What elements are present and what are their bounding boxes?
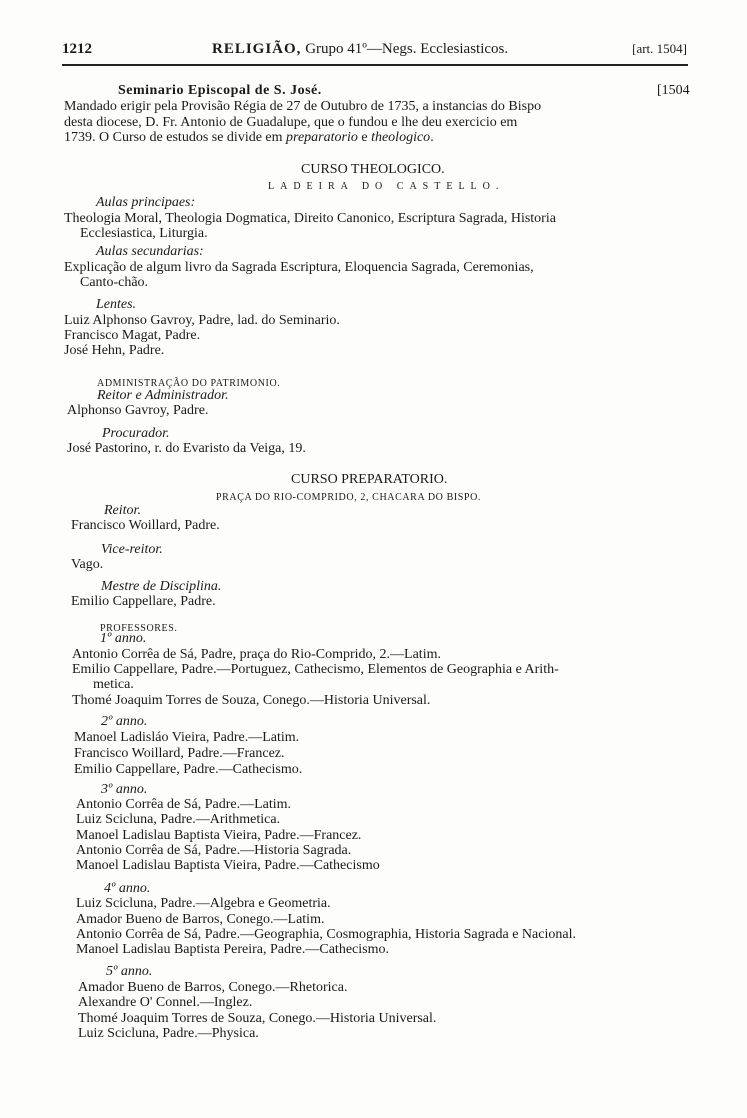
prep-rector-label: Reitor. xyxy=(104,503,141,518)
year-entry: Emilio Cappellare, Padre.—Portuguez, Cathecismo, Elementos de Geographia e Arith- xyxy=(72,662,559,677)
theo-heading: CURSO THEOLOGICO. xyxy=(301,162,445,177)
rector-admin-label: Reitor e Administrador. xyxy=(97,388,229,403)
year-label: 3º anno. xyxy=(101,782,148,797)
year-entry: Francisco Woillard, Padre.—Francez. xyxy=(74,746,285,761)
year-entry: Antonio Corrêa de Sá, Padre.—Latim. xyxy=(76,797,292,812)
seminary-para-line-3: 1739. O Curso de estudos se divide em preparatorio e theologico. xyxy=(64,130,434,145)
theo-principal-line-1: Theologia Moral, Theologia Dogmatica, Direito Canonico, Escriptura Sagrada, Historia xyxy=(64,211,556,226)
year-entry: metica. xyxy=(93,677,134,692)
procurador-label: Procurador. xyxy=(102,426,170,441)
running-header xyxy=(62,42,687,62)
seminary-para-line-1: Mandado erigir pela Provisão Régia de 27 de Outubro de 1735, a instancias do Bispo xyxy=(64,99,542,114)
year-entry: Luiz Scicluna, Padre.—Algebra e Geometria. xyxy=(76,896,331,911)
lente-entry: Luiz Alphonso Gavroy, Padre, lad. do Seminario. xyxy=(64,313,340,328)
year-entry: Manoel Ladislau Baptista Vieira, Padre.—Cathecismo xyxy=(76,858,380,873)
year-label: 2º anno. xyxy=(101,714,148,729)
theo-secondary-line-2: Canto-chão. xyxy=(80,275,149,290)
article-ref: [art. 1504] xyxy=(632,41,687,56)
procurador-name: José Pastorino, r. do Evaristo da Veiga, 19. xyxy=(67,441,306,456)
year-entry: Amador Bueno de Barros, Conego.—Rhetorica. xyxy=(78,980,348,995)
lente-entry: José Hehn, Padre. xyxy=(64,343,165,358)
year-entry: Thomé Joaquim Torres de Souza, Conego.—Historia Universal. xyxy=(78,1011,437,1026)
theo-address: LADEIRA DO CASTELLO. xyxy=(268,181,505,192)
year-label: 4º anno. xyxy=(104,881,151,896)
year-entry: Emilio Cappellare, Padre.—Cathecismo. xyxy=(74,762,303,777)
year-entry: Amador Bueno de Barros, Conego.—Latim. xyxy=(76,912,325,927)
theo-principal-line-2: Ecclesiastica, Liturgia. xyxy=(80,226,208,241)
vice-reitor-label: Vice-reitor. xyxy=(101,542,163,557)
year-entry: Manoel Ladisláo Vieira, Padre.—Latim. xyxy=(74,730,300,745)
year-label: 5º anno. xyxy=(106,964,153,979)
seminary-title: Seminario Episcopal de S. José. xyxy=(118,83,322,98)
section-title: RELIGIÃO, Grupo 41º—Negs. Ecclesiasticos. xyxy=(212,41,509,57)
theo-secondary-label: Aulas secundarias: xyxy=(96,244,204,259)
article-number: [1504 xyxy=(657,83,690,98)
year-entry: Manoel Ladislau Baptista Pereira, Padre.—Cathecismo. xyxy=(76,942,389,957)
year-entry: Antonio Corrêa de Sá, Padre.—Historia Sagrada. xyxy=(76,843,352,858)
admin-heading: ADMINISTRAÇÃO DO PATRIMONIO. xyxy=(97,378,281,389)
year-entry: Alexandre O' Connel.—Inglez. xyxy=(78,995,253,1010)
year-label: 1º anno. xyxy=(100,631,147,646)
lentes-label: Lentes. xyxy=(96,297,137,312)
prep-rector-name: Francisco Woillard, Padre. xyxy=(71,518,220,533)
year-entry: Luiz Scicluna, Padre.—Arithmetica. xyxy=(76,812,281,827)
rector-admin-name: Alphonso Gavroy, Padre. xyxy=(67,403,209,418)
theo-principal-label: Aulas principaes: xyxy=(96,195,196,210)
year-entry: Antonio Corrêa de Sá, Padre.—Geographia, Cosmographia, Historia Sagrada e Nacional. xyxy=(76,927,576,942)
year-entry: Manoel Ladislau Baptista Vieira, Padre.—Francez. xyxy=(76,828,362,843)
vice-reitor-value: Vago. xyxy=(71,557,104,572)
prep-address: PRAÇA DO RIO-COMPRIDO, 2, CHACARA DO BISPO. xyxy=(216,492,482,503)
header-rule xyxy=(62,64,688,66)
page-number: 1212 xyxy=(62,41,92,57)
mestre-name: Emilio Cappellare, Padre. xyxy=(71,594,216,609)
prep-heading: CURSO PREPARATORIO. xyxy=(291,472,448,487)
lente-entry: Francisco Magat, Padre. xyxy=(64,328,201,343)
year-entry: Thomé Joaquim Torres de Souza, Conego.—Historia Universal. xyxy=(72,693,431,708)
mestre-label: Mestre de Disciplina. xyxy=(101,579,222,594)
professores-heading: PROFESSORES. xyxy=(100,623,178,634)
seminary-para-line-2: desta diocese, D. Fr. Antonio de Guadalupe, que o fundou e lhe deu exercicio em xyxy=(64,115,518,130)
year-entry: Luiz Scicluna, Padre.—Physica. xyxy=(78,1026,259,1041)
year-entry: Antonio Corrêa de Sá, Padre, praça do Rio-Comprido, 2.—Latim. xyxy=(72,647,441,662)
theo-secondary-line-1: Explicação de algum livro da Sagrada Escriptura, Eloquencia Sagrada, Ceremonias, xyxy=(64,260,534,275)
